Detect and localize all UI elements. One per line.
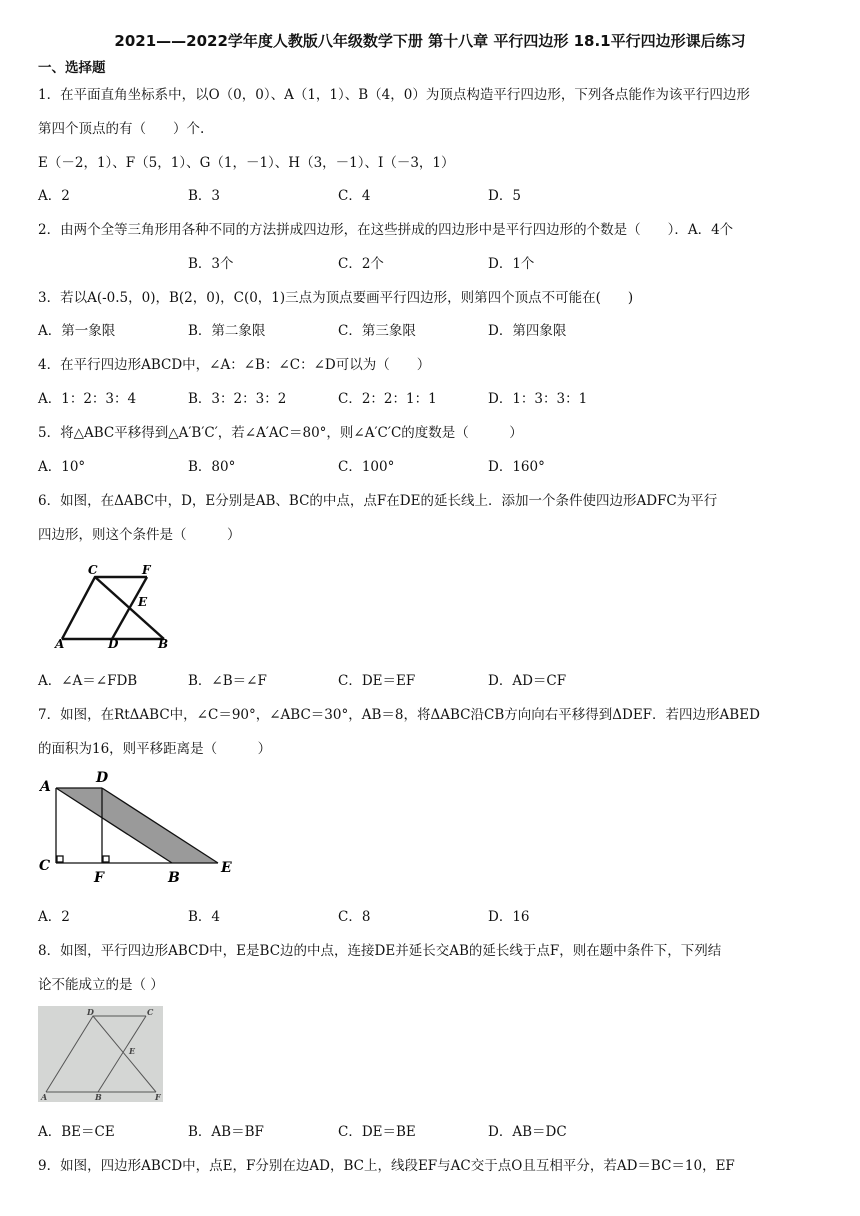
q6-option-d: D．AD＝CF [488,673,567,689]
q8-text-line1: 8．如图，平行四边形ABCD中，E是BC边的中点，连接DE并延长交AB的延长线于点F，则在题中条件下，下列结 [38,943,722,959]
q3-option-a: A．第一象限 [38,323,116,339]
q2-option-c: C．2个 [338,256,384,272]
q1-options [38,184,828,204]
section-heading: 一、选择题 [38,60,106,76]
q7-text-line2: 的面积为16，则平移距离是（ ） [38,741,272,757]
q4-option-a: A．1：2：3：4 [38,391,137,407]
q6-option-c: C．DE＝EF [338,673,416,689]
q3-option-d: D．第四象限 [488,323,567,339]
q8-option-d: D．AB＝DC [488,1124,567,1140]
q8-label-a: A [41,1092,48,1102]
q6-label-e: E [138,595,148,609]
q8-label-c: C [147,1007,154,1017]
q4-option-b: B．3：2：3：2 [188,391,287,407]
q8-text-line2: 论不能成立的是（ ） [38,977,164,993]
q8-options [38,1120,828,1140]
q6-figure [52,560,177,650]
q7-label-e: E [221,860,232,876]
q7-option-d: D．16 [488,909,530,925]
q1-option-d: D．5 [488,188,521,204]
q7-option-c: C．8 [338,909,371,925]
q8-label-d: D [87,1007,94,1017]
q8-option-b: B．AB＝BF [188,1124,264,1140]
q3-option-b: B．第二象限 [188,323,266,339]
q3-options [38,319,828,339]
q6-option-b: B．∠B＝∠F [188,673,267,689]
q2-options [38,252,828,272]
q5-option-c: C．100° [338,459,395,475]
q1-option-a: A．2 [38,188,70,204]
q5-option-d: D．160° [488,459,545,475]
q8-label-e: E [129,1046,136,1056]
q7-shaded-region [56,788,218,863]
q2-text-line1: 2．由两个全等三角形用各种不同的方法拼成四边形，在这些拼成的四边形中是平行四边形的个数是（ ）．A．4个 [38,222,734,238]
q3-option-c: C．第三象限 [338,323,416,339]
q8-option-c: C．DE＝BE [338,1124,416,1140]
q8-figure [38,1006,163,1102]
page-title: 2021——2022学年度人教版八年级数学下册 第十八章 平行四边形 18.1平行四边形课后练习 [114,32,746,50]
q8-label-f: F [155,1092,161,1102]
q1-text-line3: E（－2，1）、F（5，1）、G（1，－1）、H（3，－1）、I（－3，1） [38,155,455,171]
q7-label-f: F [94,870,104,884]
q2-option-d: D．1个 [488,256,535,272]
q5-text-line1: 5．将△ABC平移得到△A′B′C′，若∠A′AC＝80°，则∠A′C′C的度数是（ ） [38,425,523,441]
q7-option-b: B．4 [188,909,221,925]
q6-label-b: B [158,637,169,650]
q4-text-line1: 4．在平行四边形ABCD中，∠A：∠B：∠C：∠D可以为（ ） [38,357,431,373]
q4-option-c: C．2：2：1：1 [338,391,437,407]
q4-option-d: D．1：3：3：1 [488,391,588,407]
q1-option-c: C．4 [338,188,371,204]
q7-options [38,905,828,925]
q2-option-b: B．3个 [188,256,234,272]
q3-text-line1: 3．若以A(-0.5，0)，B(2，0)，C(0，1)三点为顶点要画平行四边形，则第四个顶点不可能在( ) [38,290,634,306]
q9-text-line1: 9．如图，四边形ABCD中，点E，F分别在边AD，BC上，线段EF与AC交于点O且互相平分，若AD＝BC＝10，EF [38,1158,735,1174]
q6-label-c: C [88,563,98,577]
q6-label-f: F [142,563,151,577]
q7-figure [36,766,241,884]
q7-text-line1: 7．如图，在RtΔABC中，∠C＝90°，∠ABC＝30°，AB＝8，将ΔABC沿CB方向向右平移得到ΔDEF．若四边形ABED [38,707,760,723]
q6-label-a: A [55,637,65,650]
q1-option-b: B．3 [188,188,221,204]
q7-label-b: B [168,870,180,884]
q8-option-a: A．BE＝CE [38,1124,115,1140]
q6-options [38,669,828,689]
q8-label-b: B [95,1092,102,1102]
q5-option-b: B．80° [188,459,236,475]
q4-options [38,387,828,407]
q6-option-a: A．∠A＝∠FDB [38,673,138,689]
q6-label-d: D [108,637,119,650]
q7-right-angle-f [103,856,109,862]
q7-option-a: A．2 [38,909,70,925]
q6-text-line2: 四边形，则这个条件是（ ） [38,527,241,543]
q7-label-c: C [39,858,51,874]
q7-label-a: A [40,779,51,795]
q7-label-d: D [96,770,109,786]
q6-text-line1: 6．如图，在ΔABC中，D，E分别是AB、BC的中点，点F在DE的延长线上．添加一个条件使四边形ADFC为平行 [38,493,718,509]
q7-right-angle-c [57,856,63,862]
q1-text-line1: 1．在平面直角坐标系中，以O（0，0）、A（1，1）、B（4，0）为顶点构造平行四边形，下列各点能作为该平行四边形 [38,87,750,103]
q5-options [38,455,828,475]
q5-option-a: A．10° [38,459,86,475]
q1-text-line2: 第四个顶点的有（ ）个. [38,121,205,137]
